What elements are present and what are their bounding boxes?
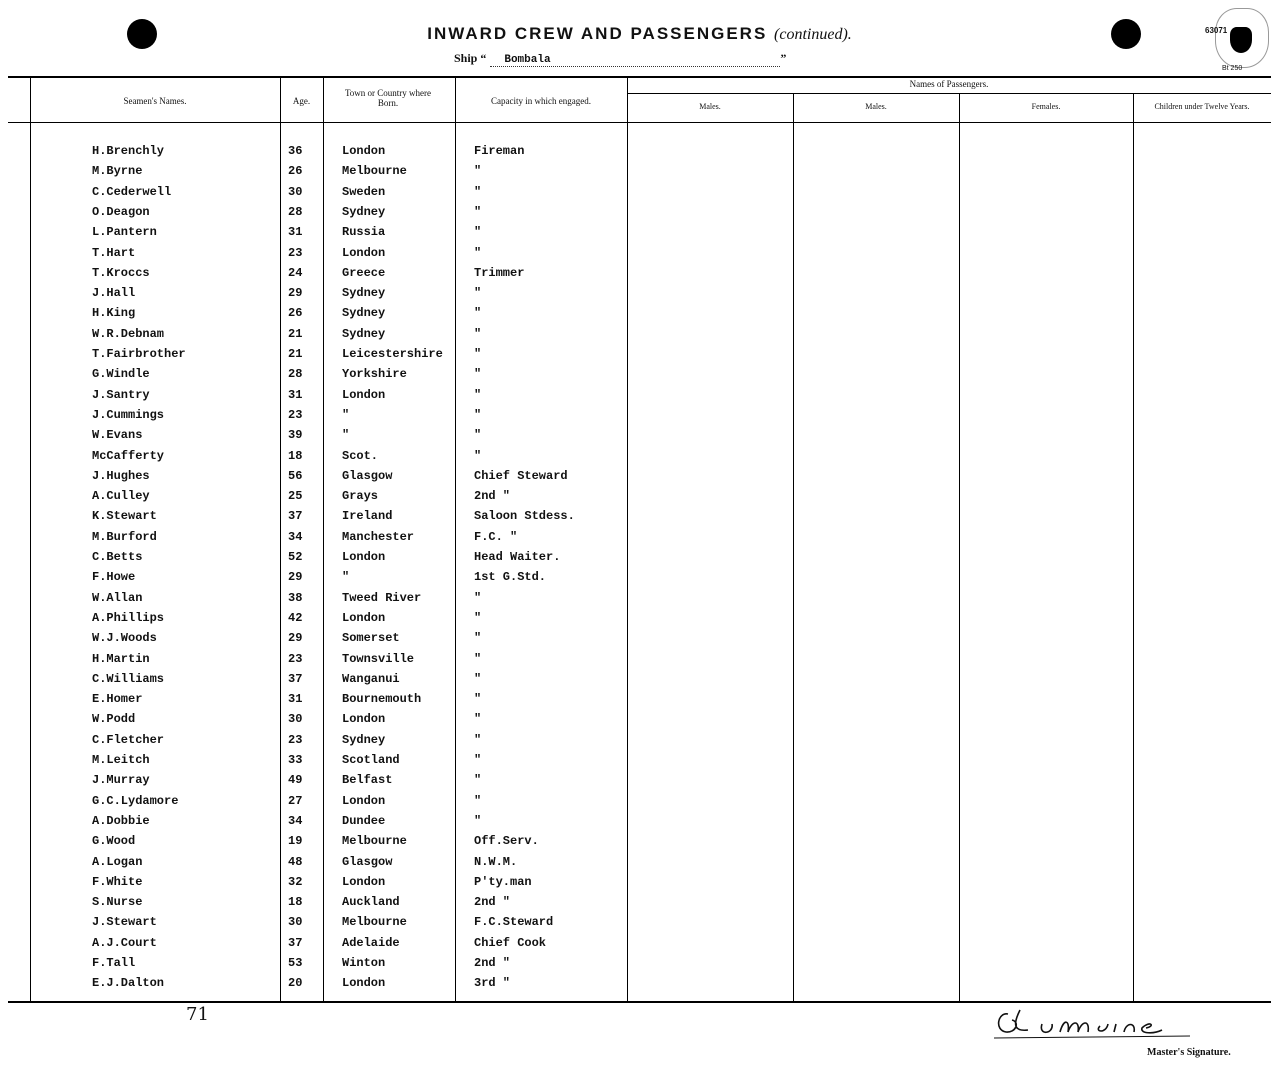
seaman-name: J.Murray xyxy=(92,773,150,788)
seaman-birthplace: Glasgow xyxy=(342,854,393,869)
crew-row xyxy=(0,834,1279,854)
seaman-name: E.J.Dalton xyxy=(92,976,165,991)
seaman-capacity: 2nd " xyxy=(474,895,511,910)
seaman-age: 23 xyxy=(288,245,303,260)
crew-row xyxy=(0,185,1279,205)
seaman-age: 32 xyxy=(288,874,303,889)
seaman-capacity: F.C. " xyxy=(474,529,518,544)
seaman-birthplace: Grays xyxy=(342,489,379,504)
seaman-age: 56 xyxy=(288,468,303,483)
seaman-birthplace: Scotland xyxy=(342,753,400,767)
seaman-name: H.King xyxy=(92,306,136,321)
col-header-children: Children under Twelve Years. xyxy=(1154,102,1250,111)
crew-row xyxy=(0,246,1279,266)
seaman-name: G.Windle xyxy=(92,367,150,382)
crew-row xyxy=(0,692,1279,712)
seaman-name: A.Logan xyxy=(92,854,143,869)
seaman-capacity: " xyxy=(474,590,482,605)
seaman-birthplace: Adelaide xyxy=(342,935,400,950)
tally-note: 71 xyxy=(186,1004,209,1025)
crew-row xyxy=(0,530,1279,550)
seaman-age: 19 xyxy=(288,834,303,849)
seaman-birthplace: London xyxy=(342,245,386,260)
seaman-name: G.Wood xyxy=(92,834,136,849)
seaman-birthplace: London xyxy=(342,610,386,625)
seaman-age: 21 xyxy=(288,347,303,361)
seaman-age: 30 xyxy=(288,712,303,727)
seaman-age: 37 xyxy=(288,935,303,950)
seaman-capacity: " xyxy=(474,813,482,828)
seaman-capacity: " xyxy=(474,631,482,646)
crew-row xyxy=(0,306,1279,326)
crew-row xyxy=(0,611,1279,631)
seaman-capacity: " xyxy=(474,204,482,219)
seaman-age: 34 xyxy=(288,813,303,828)
seaman-age: 26 xyxy=(288,164,303,179)
crew-row xyxy=(0,976,1279,996)
seaman-capacity: " xyxy=(474,184,482,199)
crew-row xyxy=(0,509,1279,529)
seaman-birthplace: London xyxy=(342,550,386,564)
form-code: Bt 250 xyxy=(1222,65,1243,72)
seaman-capacity: Trimmer xyxy=(474,265,525,280)
seaman-age: 28 xyxy=(288,204,303,219)
seaman-name: H.Brenchly xyxy=(92,144,165,158)
crew-row xyxy=(0,408,1279,428)
crew-row xyxy=(0,388,1279,408)
seaman-capacity: 1st G.Std. xyxy=(474,570,547,585)
seaman-name: A.J.Court xyxy=(92,935,157,950)
seaman-age: 31 xyxy=(288,692,303,707)
crew-row xyxy=(0,794,1279,814)
col-header-age: Age. xyxy=(292,96,311,106)
seaman-name: H.Martin xyxy=(92,651,150,666)
seaman-capacity: " xyxy=(474,387,482,402)
seaman-age: 28 xyxy=(288,367,303,382)
seaman-age: 29 xyxy=(288,286,303,301)
crew-row xyxy=(0,875,1279,895)
seaman-age: 26 xyxy=(288,306,303,321)
crew-row xyxy=(0,936,1279,956)
seaman-age: 48 xyxy=(288,854,303,869)
seaman-birthplace: Sydney xyxy=(342,204,386,219)
seaman-capacity: " xyxy=(474,793,482,808)
col-header-capacity: Capacity in which engaged. xyxy=(491,96,591,106)
seaman-capacity: " xyxy=(474,164,482,179)
seaman-age: 38 xyxy=(288,590,303,605)
col-header-males-2: Males. xyxy=(865,102,887,111)
signature-label: Master's Signature. xyxy=(1147,1047,1231,1058)
header-bottom-rule xyxy=(8,122,1271,123)
ship-label: Ship “ xyxy=(454,51,487,65)
seaman-age: 21 xyxy=(288,326,303,341)
seaman-capacity: " xyxy=(474,326,482,341)
seaman-name: J.Cummings xyxy=(92,407,165,422)
seaman-name: M.Leitch xyxy=(92,753,150,767)
seaman-name: J.Hughes xyxy=(92,468,150,483)
seaman-age: 27 xyxy=(288,793,303,808)
master-signature xyxy=(990,1002,1200,1042)
seaman-age: 23 xyxy=(288,407,303,422)
crew-row xyxy=(0,347,1279,367)
seaman-capacity: " xyxy=(474,407,482,422)
seaman-capacity: 2nd " xyxy=(474,956,511,970)
crew-row xyxy=(0,814,1279,834)
seaman-age: 52 xyxy=(288,550,303,564)
seaman-birthplace: London xyxy=(342,144,386,158)
seaman-age: 30 xyxy=(288,915,303,930)
seaman-birthplace: Sydney xyxy=(342,326,386,341)
col-header-name: Seamen's Names. xyxy=(123,96,187,106)
seaman-name: L.Pantern xyxy=(92,225,157,240)
seaman-capacity: " xyxy=(474,732,482,747)
seaman-name: E.Homer xyxy=(92,692,143,707)
crew-row xyxy=(0,915,1279,935)
seaman-capacity: 2nd " xyxy=(474,489,511,504)
crew-row xyxy=(0,428,1279,448)
seaman-name: J.Hall xyxy=(92,286,136,301)
seaman-name: S.Nurse xyxy=(92,895,143,910)
seaman-name: C.Cederwell xyxy=(92,184,172,199)
seaman-birthplace: London xyxy=(342,976,386,991)
seaman-birthplace: Leicestershire xyxy=(342,347,443,361)
crew-row xyxy=(0,164,1279,184)
seaman-birthplace: Townsville xyxy=(342,651,415,666)
title-suffix: (continued). xyxy=(774,26,852,43)
seaman-age: 36 xyxy=(288,144,303,158)
seaman-age: 29 xyxy=(288,570,303,585)
seaman-capacity: " xyxy=(474,448,482,463)
seaman-capacity: " xyxy=(474,692,482,707)
col-header-passengers: Names of Passengers. xyxy=(909,79,989,89)
seaman-capacity: F.C.Steward xyxy=(474,915,554,930)
seaman-name: W.Podd xyxy=(92,712,136,727)
ship-line xyxy=(454,51,786,67)
crew-row xyxy=(0,205,1279,225)
seaman-age: 25 xyxy=(288,489,303,504)
seaman-age: 33 xyxy=(288,753,303,767)
seaman-name: J.Stewart xyxy=(92,915,157,930)
seaman-name: T.Fairbrother xyxy=(92,347,186,361)
seaman-birthplace: Dundee xyxy=(342,813,386,828)
seaman-birthplace: London xyxy=(342,793,386,808)
seaman-capacity: N.W.M. xyxy=(474,854,518,869)
seaman-name: C.Betts xyxy=(92,550,143,564)
seaman-capacity: " xyxy=(474,671,482,686)
seaman-name: A.Phillips xyxy=(92,610,165,625)
table-top-rule xyxy=(8,76,1271,78)
seaman-name: T.Hart xyxy=(92,245,136,260)
seaman-age: 30 xyxy=(288,184,303,199)
seaman-capacity: Chief Steward xyxy=(474,468,568,483)
seaman-birthplace: London xyxy=(342,874,386,889)
crew-row xyxy=(0,489,1279,509)
crew-row xyxy=(0,225,1279,245)
passengers-subheader-rule xyxy=(627,93,1271,94)
seaman-capacity: " xyxy=(474,245,482,260)
crew-row xyxy=(0,144,1279,164)
crew-row xyxy=(0,712,1279,732)
seaman-age: 31 xyxy=(288,387,303,402)
seaman-birthplace: Glasgow xyxy=(342,468,393,483)
form-number: 63071 xyxy=(1205,26,1228,35)
seaman-name: W.R.Debnam xyxy=(92,326,165,341)
crew-row xyxy=(0,631,1279,651)
seaman-age: 49 xyxy=(288,773,303,788)
seaman-name: F.Howe xyxy=(92,570,136,585)
seaman-birthplace: Wanganui xyxy=(342,671,400,686)
seaman-capacity: " xyxy=(474,753,482,767)
crew-row xyxy=(0,449,1279,469)
seaman-capacity: " xyxy=(474,347,482,361)
seaman-name: M.Burford xyxy=(92,529,157,544)
seaman-name: W.Evans xyxy=(92,428,143,443)
seaman-age: 24 xyxy=(288,265,303,280)
seaman-birthplace: Winton xyxy=(342,956,386,970)
seaman-capacity: " xyxy=(474,712,482,727)
seaman-age: 18 xyxy=(288,895,303,910)
crew-row xyxy=(0,266,1279,286)
title-text: INWARD CREW AND PASSENGERS xyxy=(427,24,768,43)
seaman-birthplace: Tweed River xyxy=(342,590,422,605)
seaman-age: 18 xyxy=(288,448,303,463)
seaman-name: F.Tall xyxy=(92,956,136,970)
seaman-name: J.Santry xyxy=(92,387,150,402)
crew-row xyxy=(0,367,1279,387)
seaman-name: M.Byrne xyxy=(92,164,143,179)
crew-row xyxy=(0,469,1279,489)
crew-row xyxy=(0,652,1279,672)
seaman-capacity: " xyxy=(474,225,482,240)
seaman-name: A.Dobbie xyxy=(92,813,150,828)
seaman-capacity: " xyxy=(474,610,482,625)
seaman-age: 42 xyxy=(288,610,303,625)
seaman-birthplace: Melbourne xyxy=(342,164,407,179)
seaman-birthplace: Ireland xyxy=(342,509,393,524)
seaman-birthplace: " xyxy=(342,570,350,585)
seaman-age: 29 xyxy=(288,631,303,646)
seaman-name: G.C.Lydamore xyxy=(92,793,179,808)
seaman-birthplace: Sydney xyxy=(342,306,386,321)
crew-row xyxy=(0,855,1279,875)
seaman-age: 37 xyxy=(288,671,303,686)
seaman-capacity: " xyxy=(474,306,482,321)
seaman-birthplace: Bournemouth xyxy=(342,692,422,707)
seaman-name: W.Allan xyxy=(92,590,143,605)
crew-row xyxy=(0,550,1279,570)
seaman-birthplace: Sydney xyxy=(342,286,386,301)
seaman-name: K.Stewart xyxy=(92,509,157,524)
seaman-birthplace: Melbourne xyxy=(342,834,407,849)
crew-row xyxy=(0,672,1279,692)
seaman-age: 39 xyxy=(288,428,303,443)
seaman-capacity: " xyxy=(474,651,482,666)
seaman-name: A.Culley xyxy=(92,489,150,504)
col-header-females: Females. xyxy=(1031,102,1061,111)
seaman-age: 23 xyxy=(288,732,303,747)
seaman-capacity: " xyxy=(474,286,482,301)
ship-name: Bombala xyxy=(504,54,551,66)
seaman-birthplace: Yorkshire xyxy=(342,367,407,382)
seaman-capacity: 3rd " xyxy=(474,976,511,991)
seaman-capacity: Head Waiter. xyxy=(474,550,561,564)
seaman-birthplace: Somerset xyxy=(342,631,400,646)
seaman-capacity: " xyxy=(474,367,482,382)
ship-close-quote: ” xyxy=(780,51,787,65)
seaman-birthplace: Belfast xyxy=(342,773,393,788)
crew-row xyxy=(0,753,1279,773)
seaman-name: C.Williams xyxy=(92,671,165,686)
seaman-birthplace: London xyxy=(342,712,386,727)
crew-row xyxy=(0,773,1279,793)
seaman-age: 31 xyxy=(288,225,303,240)
seaman-birthplace: Auckland xyxy=(342,895,400,910)
crew-row xyxy=(0,956,1279,976)
seaman-birthplace: Melbourne xyxy=(342,915,407,930)
col-header-males-1: Males. xyxy=(699,102,721,111)
seaman-birthplace: Russia xyxy=(342,225,386,240)
seaman-capacity: P'ty.man xyxy=(474,874,532,889)
seaman-name: McCafferty xyxy=(92,448,165,463)
seaman-name: C.Fletcher xyxy=(92,732,165,747)
seaman-capacity: Fireman xyxy=(474,144,525,158)
crew-row xyxy=(0,895,1279,915)
seaman-age: 23 xyxy=(288,651,303,666)
seaman-capacity: " xyxy=(474,773,482,788)
col-header-born: Town or Country where Born. xyxy=(344,88,432,108)
seaman-birthplace: Sydney xyxy=(342,732,386,747)
seaman-age: 34 xyxy=(288,529,303,544)
seaman-birthplace: " xyxy=(342,407,350,422)
crew-row xyxy=(0,591,1279,611)
seaman-name: F.White xyxy=(92,874,143,889)
crew-row xyxy=(0,570,1279,590)
seaman-name: W.J.Woods xyxy=(92,631,157,646)
seaman-name: T.Kroccs xyxy=(92,265,150,280)
crew-row xyxy=(0,327,1279,347)
seaman-age: 20 xyxy=(288,976,303,991)
page-title xyxy=(0,24,1279,44)
seaman-birthplace: Sweden xyxy=(342,184,386,199)
seaman-birthplace: London xyxy=(342,387,386,402)
seaman-capacity: Saloon Stdess. xyxy=(474,509,575,524)
seaman-capacity: Chief Cook xyxy=(474,935,547,950)
seaman-birthplace: Scot. xyxy=(342,448,379,463)
seaman-birthplace: Greece xyxy=(342,265,386,280)
crew-row xyxy=(0,286,1279,306)
seaman-capacity: " xyxy=(474,428,482,443)
seaman-name: O.Deagon xyxy=(92,204,150,219)
seaman-age: 53 xyxy=(288,956,303,970)
seaman-birthplace: " xyxy=(342,428,350,443)
seaman-age: 37 xyxy=(288,509,303,524)
seaman-birthplace: Manchester xyxy=(342,529,415,544)
crew-row xyxy=(0,733,1279,753)
seaman-capacity: Off.Serv. xyxy=(474,834,539,849)
